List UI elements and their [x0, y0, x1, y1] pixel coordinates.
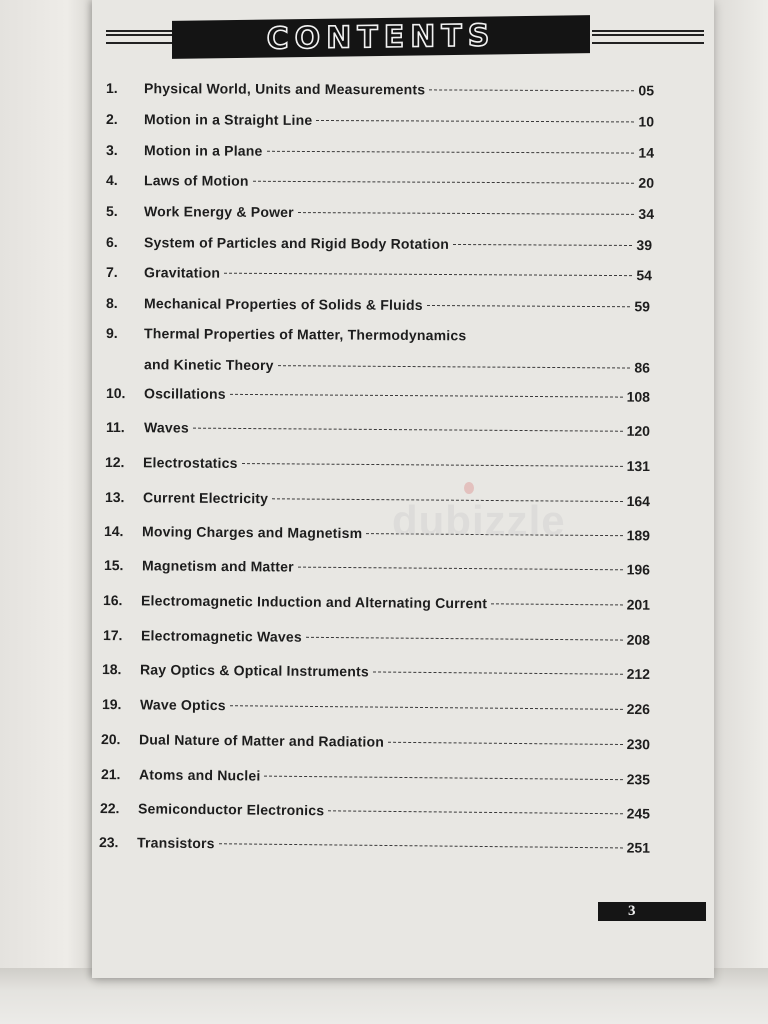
toc-title: Wave Optics — [139, 696, 226, 714]
toc-number: 18. — [101, 661, 122, 678]
toc-title: Electrostatics — [142, 454, 238, 471]
toc-number: 2. — [105, 111, 118, 128]
header-banner — [172, 15, 590, 59]
toc-title: Atoms and Nuclei — [138, 766, 261, 784]
toc-row — [102, 696, 650, 723]
toc-row — [104, 523, 650, 549]
toc-row — [106, 419, 650, 445]
toc-leader — [264, 776, 622, 781]
toc-title: Physical World, Units and Measurements — [143, 80, 426, 98]
toc-row — [101, 731, 650, 758]
toc-row — [106, 172, 654, 197]
toc-page-number: 201 — [626, 596, 651, 613]
toc-page-number: 131 — [626, 457, 651, 475]
toc-title: Laws of Motion — [143, 172, 249, 189]
toc-page-number: 20 — [638, 174, 655, 191]
toc-number: 9. — [105, 325, 118, 342]
toc-row — [101, 766, 650, 793]
toc-number: 5. — [105, 203, 118, 220]
toc-number: 4. — [105, 172, 118, 189]
toc-page-number: 208 — [626, 631, 651, 648]
toc-leader — [427, 305, 631, 307]
toc-page-number: 54 — [636, 267, 653, 284]
page-number: 3 — [628, 903, 636, 919]
toc-leader — [328, 810, 622, 814]
toc-title: Transistors — [136, 834, 215, 852]
toc-row — [105, 454, 650, 480]
toc-row — [106, 356, 650, 382]
toc-page-number: 108 — [626, 388, 651, 405]
toc-number: 21. — [100, 766, 121, 783]
toc-title: Electromagnetic Induction and Alternating Current — [140, 592, 488, 612]
toc-number: 23. — [98, 834, 119, 851]
toc-page-number: 34 — [638, 205, 655, 222]
toc-title: System of Particles and Rigid Body Rotation — [143, 234, 450, 252]
toc-page-number: 39 — [636, 237, 653, 254]
header-rule-left — [106, 30, 176, 44]
toc-page-number: 196 — [626, 561, 651, 578]
toc-number: 10. — [105, 385, 126, 402]
toc-leader — [224, 273, 632, 276]
toc-title: Work Energy & Power — [143, 203, 294, 221]
toc-leader — [453, 244, 632, 246]
toc-number: 7. — [105, 264, 118, 281]
toc-page-number: 164 — [626, 493, 651, 510]
toc-title: Mechanical Properties of Solids & Fluids — [143, 295, 423, 313]
toc-number: 14. — [103, 523, 124, 540]
page-number-bar — [598, 902, 706, 921]
toc-row — [106, 111, 654, 136]
toc-title: Gravitation — [143, 264, 221, 281]
toc-page-number: 120 — [626, 422, 651, 439]
toc-title: Waves — [143, 419, 189, 436]
toc-number: 12. — [104, 454, 125, 471]
toc-leader — [230, 394, 623, 398]
toc-page-number: 86 — [634, 359, 651, 376]
toc-leader — [316, 120, 634, 122]
toc-page-number: 59 — [634, 298, 651, 315]
toc-page-number: 251 — [626, 839, 651, 856]
toc-row — [106, 264, 652, 289]
toc-page-number: 245 — [626, 805, 651, 822]
toc-number: 3. — [105, 142, 118, 159]
toc-number: 20. — [100, 731, 121, 748]
toc-page-number: 212 — [626, 665, 651, 682]
toc-number: 8. — [105, 295, 118, 312]
toc-page-number: 189 — [626, 527, 651, 544]
toc-row — [106, 295, 650, 320]
contents-page — [92, 0, 714, 978]
toc-row — [105, 325, 467, 349]
toc-page-number: 226 — [626, 700, 651, 718]
toc-row — [104, 557, 650, 584]
toc-row — [105, 489, 650, 515]
toc-leader — [267, 151, 635, 154]
toc-row — [99, 834, 650, 862]
toc-number: 11. — [105, 419, 125, 436]
toc-page-number: 10 — [638, 113, 655, 130]
toc-row — [106, 385, 650, 411]
toc-leader — [253, 181, 635, 184]
watermark-pin-icon — [464, 482, 474, 494]
toc-row — [103, 592, 650, 619]
toc-row — [106, 142, 654, 167]
toc-number: 6. — [105, 234, 118, 251]
toc-number: 1. — [105, 80, 118, 97]
toc-leader — [242, 463, 623, 467]
toc-title: Oscillations — [143, 385, 226, 402]
toc-page-number: 14 — [638, 144, 655, 161]
underlying-page — [0, 0, 96, 990]
toc-title: Motion in a Straight Line — [143, 111, 313, 128]
toc-title: and Kinetic Theory — [143, 356, 274, 374]
toc-page-number: 05 — [638, 82, 655, 99]
toc-title: Semiconductor Electronics — [137, 800, 325, 819]
toc-leader — [298, 567, 623, 571]
toc-leader — [491, 603, 623, 605]
toc-title: Ray Optics & Optical Instruments — [139, 661, 369, 680]
toc-leader — [219, 843, 623, 848]
toc-leader — [278, 365, 631, 368]
toc-title: Electromagnetic Waves — [140, 627, 302, 645]
toc-title: Thermal Properties of Matter, Thermodynamics — [143, 325, 467, 344]
toc-leader — [373, 671, 623, 674]
toc-row — [106, 80, 654, 104]
toc-leader — [429, 89, 634, 91]
toc-page-number: 230 — [626, 736, 651, 753]
header-rule-right — [592, 30, 704, 44]
toc-number: 16. — [102, 592, 123, 609]
toc-number: 13. — [104, 489, 125, 506]
toc-number: 19. — [101, 696, 122, 713]
toc-title: Motion in a Plane — [143, 142, 263, 159]
toc-leader — [298, 212, 635, 215]
toc-leader — [193, 428, 623, 432]
toc-title: Magnetism and Matter — [141, 557, 294, 575]
toc-title: Moving Charges and Magnetism — [141, 523, 363, 542]
toc-row — [100, 800, 650, 828]
toc-leader — [388, 742, 623, 745]
toc-title: Current Electricity — [142, 489, 269, 507]
toc-row — [106, 234, 652, 259]
toc-row — [102, 661, 650, 688]
toc-row — [103, 627, 650, 654]
toc-title: Dual Nature of Matter and Radiation — [138, 731, 385, 750]
page-title: CONTENTS — [266, 17, 496, 57]
toc-number: 17. — [102, 627, 123, 644]
toc-number: 22. — [99, 800, 120, 817]
toc-leader — [230, 705, 623, 710]
toc-number: 15. — [103, 557, 124, 574]
toc-leader — [306, 637, 623, 641]
toc-row — [106, 203, 654, 228]
toc-page-number: 235 — [626, 771, 651, 788]
page-edge-right — [708, 0, 768, 1024]
watermark: dubizzle — [392, 497, 566, 544]
